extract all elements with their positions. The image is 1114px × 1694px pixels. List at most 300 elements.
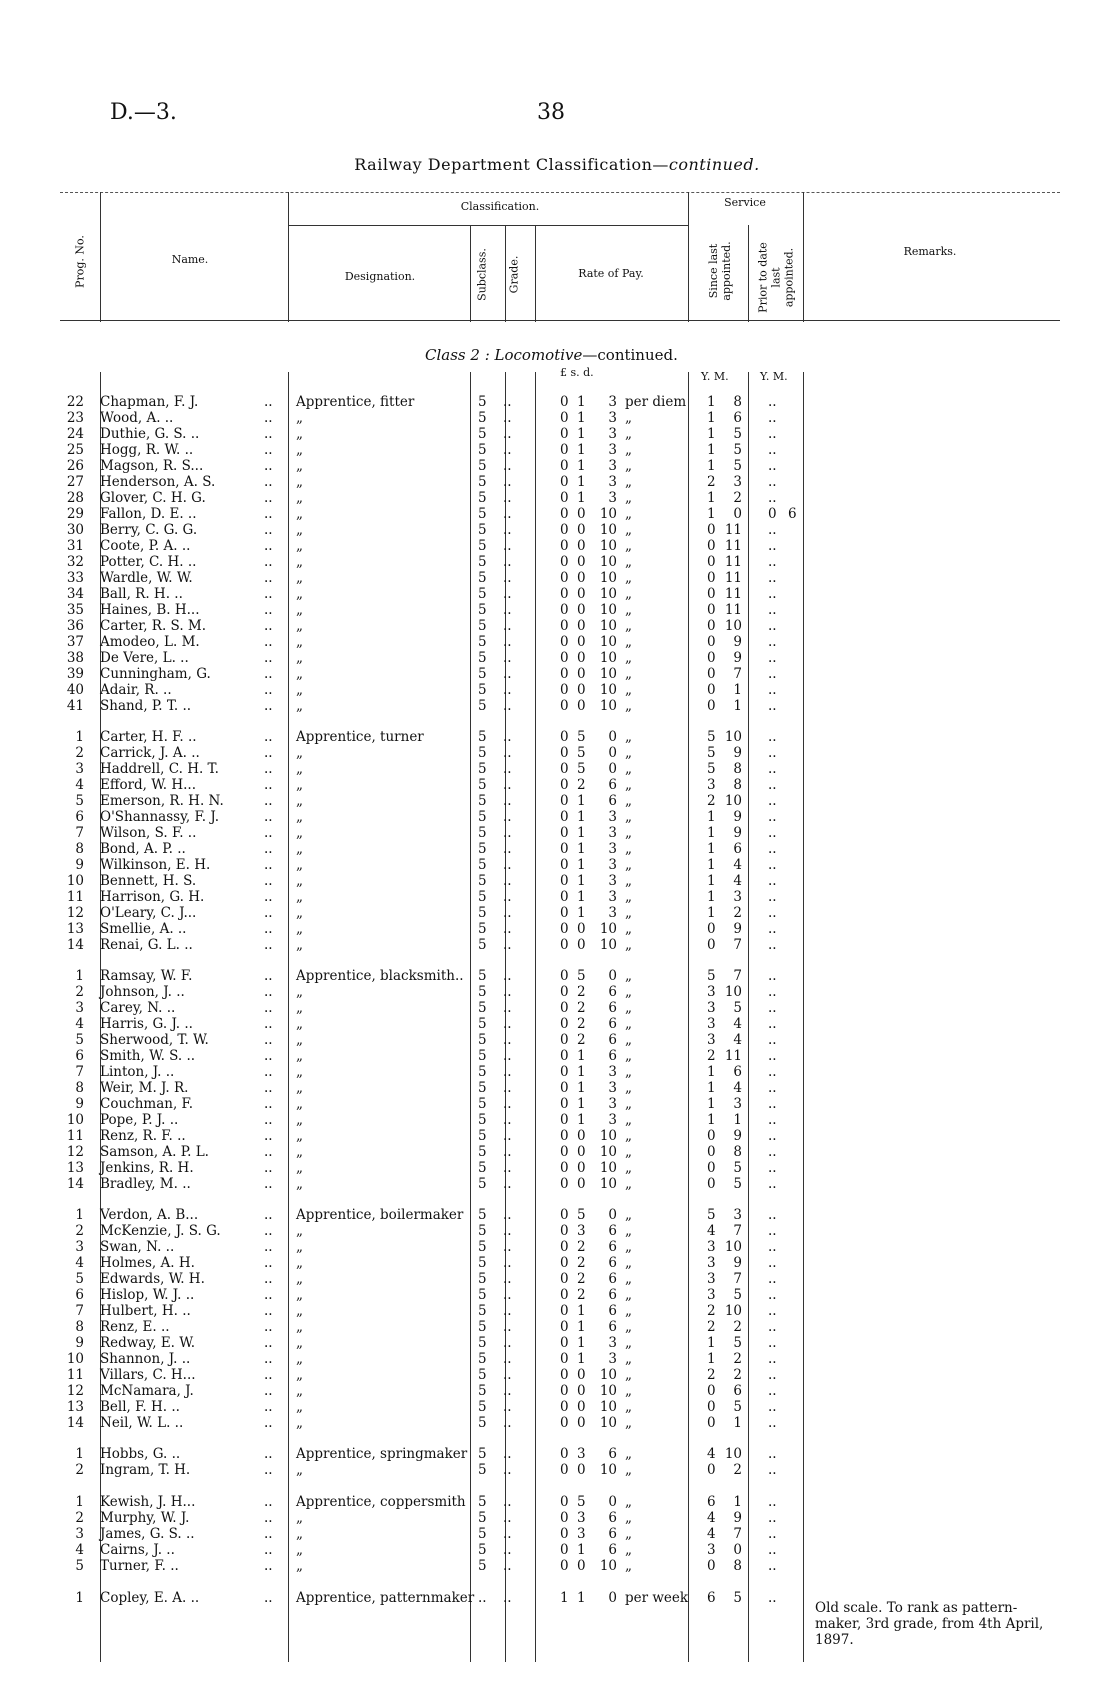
prog-number: 1 xyxy=(75,1207,84,1223)
service-years: 3 xyxy=(707,1255,716,1271)
leader-dots: .. xyxy=(264,1287,273,1303)
page-title xyxy=(0,155,1114,174)
grade-dots: .. xyxy=(503,777,512,793)
designation: „ xyxy=(296,1223,303,1239)
table-row xyxy=(0,1383,1114,1399)
designation: „ xyxy=(296,1160,303,1176)
pay-period: „ xyxy=(625,809,632,825)
prior-years: .. xyxy=(768,410,777,426)
pay-pounds: 0 xyxy=(560,474,569,490)
designation: „ xyxy=(296,1176,303,1192)
leader-dots: .. xyxy=(264,1494,273,1510)
pay-pounds: 0 xyxy=(560,841,569,857)
subclass: 5 xyxy=(478,522,487,538)
class-heading xyxy=(425,346,678,364)
designation: Apprentice, fitter xyxy=(296,394,415,410)
employee-name: Murphy, W. J. xyxy=(100,1510,190,1526)
pay-pence: 0 xyxy=(608,1207,617,1223)
pay-period: „ xyxy=(625,442,632,458)
prog-number: 10 xyxy=(66,1112,84,1128)
pay-shillings: 3 xyxy=(577,1526,586,1542)
pay-shillings: 0 xyxy=(577,1176,586,1192)
service-years: 3 xyxy=(707,777,716,793)
service-years: 3 xyxy=(707,984,716,1000)
pay-shillings: 0 xyxy=(577,634,586,650)
leader-dots: .. xyxy=(264,490,273,506)
table-row xyxy=(0,905,1114,921)
pay-period: „ xyxy=(625,1064,632,1080)
prog-number: 26 xyxy=(66,458,84,474)
subclass: 5 xyxy=(478,1335,487,1351)
leader-dots: .. xyxy=(264,506,273,522)
pay-shillings: 0 xyxy=(577,602,586,618)
table-row xyxy=(0,1351,1114,1367)
subclass: 5 xyxy=(478,761,487,777)
service-years: 3 xyxy=(707,1239,716,1255)
pay-pounds: 0 xyxy=(560,1542,569,1558)
prog-number: 40 xyxy=(66,682,84,698)
pay-pence: 10 xyxy=(599,554,617,570)
designation: „ xyxy=(296,1271,303,1287)
prog-number: 5 xyxy=(75,1558,84,1574)
subclass: 5 xyxy=(478,1271,487,1287)
leader-dots: .. xyxy=(264,442,273,458)
prog-number: 5 xyxy=(75,793,84,809)
table-header-rule xyxy=(60,320,1060,321)
grade-dots: .. xyxy=(503,586,512,602)
pay-pence: 6 xyxy=(608,777,617,793)
pay-pounds: 0 xyxy=(560,554,569,570)
employee-name: Linton, J. .. xyxy=(100,1064,175,1080)
designation: „ xyxy=(296,1032,303,1048)
pay-pence: 0 xyxy=(608,1494,617,1510)
employee-name: Haddrell, C. H. T. xyxy=(100,761,219,777)
designation: „ xyxy=(296,1510,303,1526)
service-years: 0 xyxy=(707,1399,716,1415)
designation: „ xyxy=(296,1367,303,1383)
pay-shillings: 1 xyxy=(577,1096,586,1112)
grade-dots: .. xyxy=(503,745,512,761)
prog-number: 1 xyxy=(75,1590,84,1606)
grade-dots: .. xyxy=(503,570,512,586)
pay-period: „ xyxy=(625,1144,632,1160)
pay-period: „ xyxy=(625,1462,632,1478)
table-row xyxy=(0,1048,1114,1064)
pay-shillings: 0 xyxy=(577,698,586,714)
employee-name: Shannon, J. .. xyxy=(100,1351,191,1367)
pay-pence: 3 xyxy=(608,1096,617,1112)
pay-pounds: 0 xyxy=(560,410,569,426)
service-years: 0 xyxy=(707,682,716,698)
service-years: 0 xyxy=(707,1176,716,1192)
pay-period: „ xyxy=(625,777,632,793)
subclass: 5 xyxy=(478,1319,487,1335)
grade-dots: .. xyxy=(503,1351,512,1367)
service-years: 5 xyxy=(707,729,716,745)
subclass: 5 xyxy=(478,1128,487,1144)
table-row xyxy=(0,442,1114,458)
prior-years: .. xyxy=(768,1303,777,1319)
pay-pounds: 0 xyxy=(560,490,569,506)
designation: „ xyxy=(296,921,303,937)
pay-shillings: 1 xyxy=(577,410,586,426)
table-row xyxy=(0,1207,1114,1223)
prog-number: 14 xyxy=(66,1415,84,1431)
leader-dots: .. xyxy=(264,410,273,426)
employee-name: Smellie, A. .. xyxy=(100,921,187,937)
pay-period: „ xyxy=(625,1096,632,1112)
prior-years: .. xyxy=(768,442,777,458)
subclass: 5 xyxy=(478,1096,487,1112)
designation: „ xyxy=(296,825,303,841)
leader-dots: .. xyxy=(264,1526,273,1542)
leader-dots: .. xyxy=(264,968,273,984)
pay-pence: 3 xyxy=(608,825,617,841)
prog-number: 13 xyxy=(66,1160,84,1176)
grade-dots: .. xyxy=(503,1462,512,1478)
prog-number: 10 xyxy=(66,873,84,889)
prog-number: 14 xyxy=(66,1176,84,1192)
employee-name: Shand, P. T. .. xyxy=(100,698,192,714)
grade-dots: .. xyxy=(503,1399,512,1415)
prog-number: 11 xyxy=(66,889,84,905)
subclass: 5 xyxy=(478,1399,487,1415)
leader-dots: .. xyxy=(264,1319,273,1335)
service-months: 1 xyxy=(733,698,742,714)
prior-years: .. xyxy=(768,634,777,650)
designation: „ xyxy=(296,634,303,650)
prog-number: 25 xyxy=(66,442,84,458)
designation: „ xyxy=(296,426,303,442)
subclass: 5 xyxy=(478,570,487,586)
designation: „ xyxy=(296,937,303,953)
pay-period: „ xyxy=(625,1016,632,1032)
pay-shillings: 1 xyxy=(577,1064,586,1080)
subclass: 5 xyxy=(478,682,487,698)
service-months: 5 xyxy=(733,1590,742,1606)
leader-dots: .. xyxy=(264,522,273,538)
pay-period: „ xyxy=(625,682,632,698)
leader-dots: .. xyxy=(264,905,273,921)
pay-pence: 3 xyxy=(608,458,617,474)
grade-dots: .. xyxy=(503,1287,512,1303)
pay-pence: 6 xyxy=(608,1223,617,1239)
designation: „ xyxy=(296,1399,303,1415)
prior-years: .. xyxy=(768,1048,777,1064)
pay-pence: 10 xyxy=(599,666,617,682)
leader-dots: .. xyxy=(264,1462,273,1478)
service-years: 1 xyxy=(707,506,716,522)
service-years: 1 xyxy=(707,841,716,857)
leader-dots: .. xyxy=(264,1080,273,1096)
prior-years: .. xyxy=(768,745,777,761)
prior-years: .. xyxy=(768,426,777,442)
col-divider xyxy=(688,192,689,322)
subclass: 5 xyxy=(478,825,487,841)
pay-pence: 6 xyxy=(608,1000,617,1016)
prog-number: 12 xyxy=(66,905,84,921)
pay-shillings: 5 xyxy=(577,1494,586,1510)
prior-years: .. xyxy=(768,968,777,984)
prog-number: 28 xyxy=(66,490,84,506)
designation: „ xyxy=(296,1462,303,1478)
designation: „ xyxy=(296,602,303,618)
service-months: 9 xyxy=(733,1510,742,1526)
grade-dots: .. xyxy=(503,1510,512,1526)
service-months: 5 xyxy=(733,426,742,442)
service-months: 8 xyxy=(733,1558,742,1574)
prog-number: 12 xyxy=(66,1144,84,1160)
service-years: 0 xyxy=(707,1144,716,1160)
grade-dots: .. xyxy=(503,793,512,809)
prior-years: .. xyxy=(768,682,777,698)
table-row xyxy=(0,729,1114,745)
header-service: Service xyxy=(724,196,766,209)
service-years: 2 xyxy=(707,1303,716,1319)
pay-pence: 3 xyxy=(608,1335,617,1351)
leader-dots: .. xyxy=(264,554,273,570)
table-row xyxy=(0,634,1114,650)
pay-pounds: 0 xyxy=(560,1144,569,1160)
leader-dots: .. xyxy=(264,857,273,873)
service-months: 2 xyxy=(733,1351,742,1367)
employee-name: Hislop, W. J. .. xyxy=(100,1287,195,1303)
pay-shillings: 1 xyxy=(577,458,586,474)
table-row xyxy=(0,777,1114,793)
employee-name: Chapman, F. J. xyxy=(100,394,199,410)
header-name: Name. xyxy=(171,253,209,266)
leader-dots: .. xyxy=(264,1590,273,1606)
service-months: 1 xyxy=(733,682,742,698)
class-label: Class 2 : xyxy=(425,346,490,364)
employee-name: Berry, C. G. G. xyxy=(100,522,198,538)
leader-dots: .. xyxy=(264,1160,273,1176)
designation: „ xyxy=(296,1096,303,1112)
table-row xyxy=(0,1032,1114,1048)
service-months: 11 xyxy=(724,522,742,538)
employee-name: Ball, R. H. .. xyxy=(100,586,183,602)
prog-number: 1 xyxy=(75,1446,84,1462)
pay-pence: 3 xyxy=(608,1064,617,1080)
document-code: D.—3. xyxy=(110,100,177,125)
employee-name: Sherwood, T. W. xyxy=(100,1032,209,1048)
pay-pounds: 0 xyxy=(560,857,569,873)
designation: „ xyxy=(296,1112,303,1128)
pay-pence: 6 xyxy=(608,1446,617,1462)
prog-number: 4 xyxy=(75,1255,84,1271)
prog-number: 2 xyxy=(75,745,84,761)
prior-years: .. xyxy=(768,777,777,793)
pay-period: „ xyxy=(625,1494,632,1510)
prior-years: .. xyxy=(768,1000,777,1016)
prog-number: 2 xyxy=(75,984,84,1000)
pay-shillings: 0 xyxy=(577,1367,586,1383)
service-years: 1 xyxy=(707,442,716,458)
pay-shillings: 2 xyxy=(577,1032,586,1048)
pay-period: „ xyxy=(625,602,632,618)
pay-pence: 10 xyxy=(599,506,617,522)
employee-name: Turner, F. .. xyxy=(100,1558,179,1574)
table-row xyxy=(0,1096,1114,1112)
pay-pounds: 0 xyxy=(560,825,569,841)
prior-years: .. xyxy=(768,825,777,841)
table-row xyxy=(0,745,1114,761)
pay-pounds: 0 xyxy=(560,1223,569,1239)
subclass: 5 xyxy=(478,1542,487,1558)
pay-shillings: 5 xyxy=(577,1207,586,1223)
grade-dots: .. xyxy=(503,761,512,777)
pay-pounds: 0 xyxy=(560,1526,569,1542)
pay-shillings: 0 xyxy=(577,921,586,937)
subclass: 5 xyxy=(478,1446,487,1462)
prior-years: .. xyxy=(768,984,777,1000)
service-months: 8 xyxy=(733,394,742,410)
designation: „ xyxy=(296,650,303,666)
grade-dots: .. xyxy=(503,1176,512,1192)
pay-period: „ xyxy=(625,1383,632,1399)
prog-number: 8 xyxy=(75,1080,84,1096)
service-years: 0 xyxy=(707,937,716,953)
employee-name: Carter, R. S. M. xyxy=(100,618,207,634)
employee-name: Hobbs, G. .. xyxy=(100,1446,181,1462)
pay-pounds: 1 xyxy=(560,1590,569,1606)
prog-number: 1 xyxy=(75,968,84,984)
table-row xyxy=(0,490,1114,506)
pay-shillings: 1 xyxy=(577,394,586,410)
prog-number: 2 xyxy=(75,1462,84,1478)
table-row xyxy=(0,1160,1114,1176)
prior-years: .. xyxy=(768,1223,777,1239)
pay-pence: 3 xyxy=(608,490,617,506)
pay-pence: 3 xyxy=(608,474,617,490)
pay-pence: 6 xyxy=(608,1032,617,1048)
employee-name: McKenzie, J. S. G. xyxy=(100,1223,221,1239)
employee-name: Jenkins, R. H. xyxy=(100,1160,194,1176)
col-divider xyxy=(803,192,804,322)
service-years: 5 xyxy=(707,761,716,777)
employee-name: Villars, C. H... xyxy=(100,1367,196,1383)
prior-years: .. xyxy=(768,1128,777,1144)
employee-name: Bradley, M. .. xyxy=(100,1176,191,1192)
prior-years: .. xyxy=(768,602,777,618)
pay-period: per diem xyxy=(625,394,687,410)
pay-shillings: 1 xyxy=(577,873,586,889)
service-years: 1 xyxy=(707,809,716,825)
service-months: 6 xyxy=(733,1064,742,1080)
grade-dots: .. xyxy=(503,1223,512,1239)
subclass: 5 xyxy=(478,1462,487,1478)
pay-pounds: 0 xyxy=(560,426,569,442)
pay-pounds: 0 xyxy=(560,809,569,825)
leader-dots: .. xyxy=(264,1096,273,1112)
subclass: 5 xyxy=(478,1558,487,1574)
pay-pounds: 0 xyxy=(560,1351,569,1367)
table-row xyxy=(0,889,1114,905)
designation: Apprentice, blacksmith.. xyxy=(296,968,464,984)
pay-shillings: 2 xyxy=(577,1239,586,1255)
prior-months: 6 xyxy=(788,506,797,522)
employee-name: Coote, P. A. .. xyxy=(100,538,191,554)
table-row xyxy=(0,1080,1114,1096)
pay-pence: 10 xyxy=(599,1160,617,1176)
leader-dots: .. xyxy=(264,729,273,745)
service-months: 10 xyxy=(724,729,742,745)
service-months: 2 xyxy=(733,1462,742,1478)
prog-number: 1 xyxy=(75,1494,84,1510)
table-row xyxy=(0,761,1114,777)
designation: „ xyxy=(296,490,303,506)
service-years: 1 xyxy=(707,394,716,410)
prog-number: 14 xyxy=(66,937,84,953)
service-years: 6 xyxy=(707,1494,716,1510)
pay-pence: 6 xyxy=(608,1016,617,1032)
service-months: 4 xyxy=(733,1032,742,1048)
prior-years: .. xyxy=(768,1032,777,1048)
pay-pounds: 0 xyxy=(560,1510,569,1526)
pay-shillings: 0 xyxy=(577,554,586,570)
subclass: 5 xyxy=(478,554,487,570)
pay-pence: 10 xyxy=(599,634,617,650)
pay-shillings: 0 xyxy=(577,682,586,698)
prog-number: 29 xyxy=(66,506,84,522)
prior-years: .. xyxy=(768,522,777,538)
grade-dots: .. xyxy=(503,1048,512,1064)
grade-dots: .. xyxy=(503,1255,512,1271)
pay-pounds: 0 xyxy=(560,1176,569,1192)
pay-shillings: 5 xyxy=(577,761,586,777)
title-main: Railway Department Classification— xyxy=(354,155,669,174)
service-years: 1 xyxy=(707,905,716,921)
prog-number: 13 xyxy=(66,1399,84,1415)
pay-shillings: 1 xyxy=(577,1335,586,1351)
service-years: 4 xyxy=(707,1510,716,1526)
service-years: 1 xyxy=(707,426,716,442)
table-row xyxy=(0,825,1114,841)
service-months: 10 xyxy=(724,984,742,1000)
prior-years: .. xyxy=(768,1255,777,1271)
col-divider xyxy=(470,225,471,322)
pay-period: „ xyxy=(625,666,632,682)
service-months: 9 xyxy=(733,921,742,937)
service-months: 5 xyxy=(733,458,742,474)
prior-years: .. xyxy=(768,1542,777,1558)
prog-number: 38 xyxy=(66,650,84,666)
service-years: 1 xyxy=(707,410,716,426)
table-row xyxy=(0,841,1114,857)
leader-dots: .. xyxy=(264,984,273,1000)
subclass: 5 xyxy=(478,426,487,442)
designation: „ xyxy=(296,889,303,905)
pay-pounds: 0 xyxy=(560,968,569,984)
prior-years: .. xyxy=(768,1494,777,1510)
pay-pence: 10 xyxy=(599,1144,617,1160)
service-months: 11 xyxy=(724,586,742,602)
pay-pounds: 0 xyxy=(560,1239,569,1255)
pay-shillings: 1 xyxy=(577,857,586,873)
employee-name: Samson, A. P. L. xyxy=(100,1144,209,1160)
pay-pence: 10 xyxy=(599,570,617,586)
subclass: 5 xyxy=(478,394,487,410)
grade-dots: .. xyxy=(503,1000,512,1016)
grade-dots: .. xyxy=(503,1446,512,1462)
service-years: 1 xyxy=(707,857,716,873)
pay-pounds: 0 xyxy=(560,458,569,474)
pay-pounds: 0 xyxy=(560,1367,569,1383)
designation: „ xyxy=(296,698,303,714)
prior-years: .. xyxy=(768,1526,777,1542)
pay-period: „ xyxy=(625,538,632,554)
table-row xyxy=(0,394,1114,410)
